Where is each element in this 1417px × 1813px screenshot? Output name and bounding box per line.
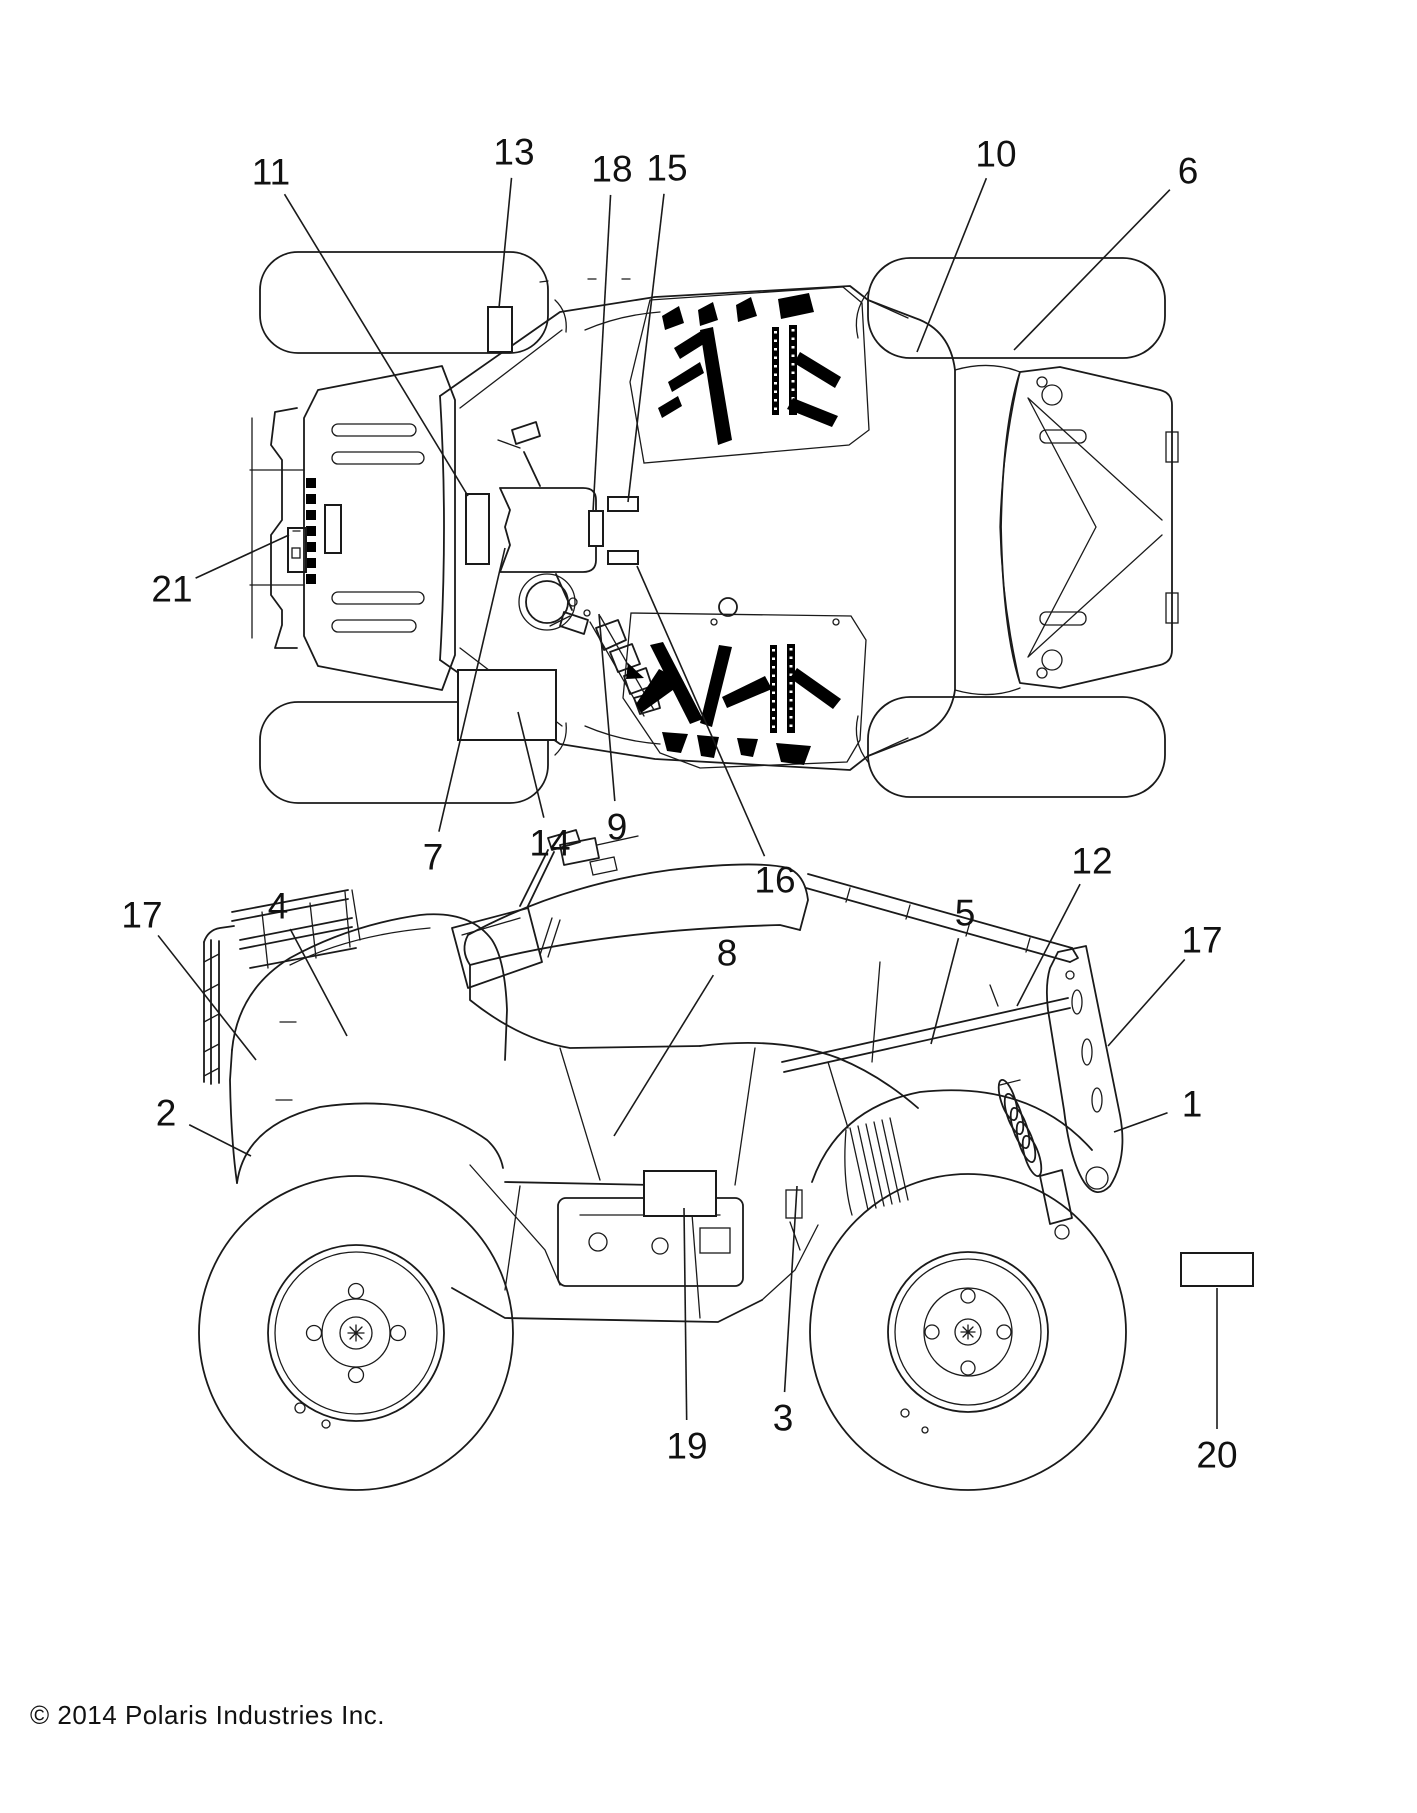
tire-rear-right xyxy=(868,697,1165,797)
callout-number-4: 4 xyxy=(267,885,289,927)
callout-number-7: 7 xyxy=(422,836,444,878)
graphics-kit-lower xyxy=(623,613,866,768)
callout-number-13: 13 xyxy=(493,131,535,173)
callout-number-9: 9 xyxy=(606,806,628,848)
decal-rect-15 xyxy=(608,497,638,511)
callout-number-2: 2 xyxy=(155,1092,177,1134)
leader-line-9 xyxy=(599,614,615,801)
leader-line-17 xyxy=(158,935,256,1060)
decal-rect-13 xyxy=(488,307,512,352)
callout-number-12: 12 xyxy=(1071,840,1113,882)
callout-number-6: 6 xyxy=(1177,150,1199,192)
leader-line-5 xyxy=(931,938,958,1044)
leader-line-16 xyxy=(637,566,765,856)
callout-number-1: 1 xyxy=(1181,1083,1203,1125)
tire-rear-left xyxy=(868,258,1165,358)
leader-line-17 xyxy=(1108,959,1185,1046)
callout-number-3: 3 xyxy=(772,1397,794,1439)
rear-grab-bracket xyxy=(1047,946,1123,1192)
leader-line-15 xyxy=(628,194,664,502)
callout-number-17: 17 xyxy=(121,894,163,936)
front-bumper xyxy=(250,408,316,648)
callout-number-21: 21 xyxy=(151,568,193,610)
callout-number-18: 18 xyxy=(591,148,633,190)
decal-rect-18 xyxy=(589,511,603,546)
leader-line-13 xyxy=(499,178,512,308)
leader-line-21 xyxy=(196,535,289,578)
decal-rect-rack xyxy=(325,505,341,553)
leader-line-10 xyxy=(917,178,986,352)
rear-wheel xyxy=(810,1174,1126,1490)
callout-number-16: 16 xyxy=(754,859,796,901)
leader-line-18 xyxy=(593,195,611,512)
rear-fender xyxy=(700,1043,1092,1215)
front-grille xyxy=(306,478,316,584)
front-rack-side xyxy=(232,890,360,968)
callout-number-15: 15 xyxy=(646,147,688,189)
leader-line-12 xyxy=(1017,884,1080,1006)
leader-line-2 xyxy=(189,1125,251,1156)
callout-number-5: 5 xyxy=(954,892,976,934)
leader-line-6 xyxy=(1014,190,1170,350)
decal-rect-19 xyxy=(644,1171,716,1216)
fuel-cap xyxy=(719,598,737,616)
callouts-side xyxy=(121,841,1237,1476)
front-rack-top xyxy=(293,366,455,690)
front-wheel xyxy=(199,1176,513,1490)
decal-rect-16 xyxy=(608,551,638,564)
decal-rect-11 xyxy=(466,494,489,564)
rear-rack-top xyxy=(1000,367,1178,688)
leader-line-8 xyxy=(614,975,713,1136)
decal-rect-14 xyxy=(458,670,556,740)
top-view xyxy=(250,252,1178,803)
leader-line-19 xyxy=(684,1208,687,1420)
side-view xyxy=(199,830,1253,1490)
callout-number-20: 20 xyxy=(1196,1434,1238,1476)
graphics-kit-upper xyxy=(630,287,869,463)
callout-number-10: 10 xyxy=(975,133,1017,175)
copyright-text: © 2014 Polaris Industries Inc. xyxy=(30,1700,385,1730)
callout-number-8: 8 xyxy=(716,932,738,974)
front-bumper-side xyxy=(204,926,234,1084)
leader-line-11 xyxy=(285,194,468,496)
gauge-pod xyxy=(466,488,638,630)
callout-number-14: 14 xyxy=(529,822,571,864)
callout-number-19: 19 xyxy=(666,1425,708,1467)
callout-number-11: 11 xyxy=(251,151,291,193)
rear-shock xyxy=(995,1078,1072,1239)
callout-number-17: 17 xyxy=(1181,919,1223,961)
decal-rect-20 xyxy=(1181,1253,1253,1286)
